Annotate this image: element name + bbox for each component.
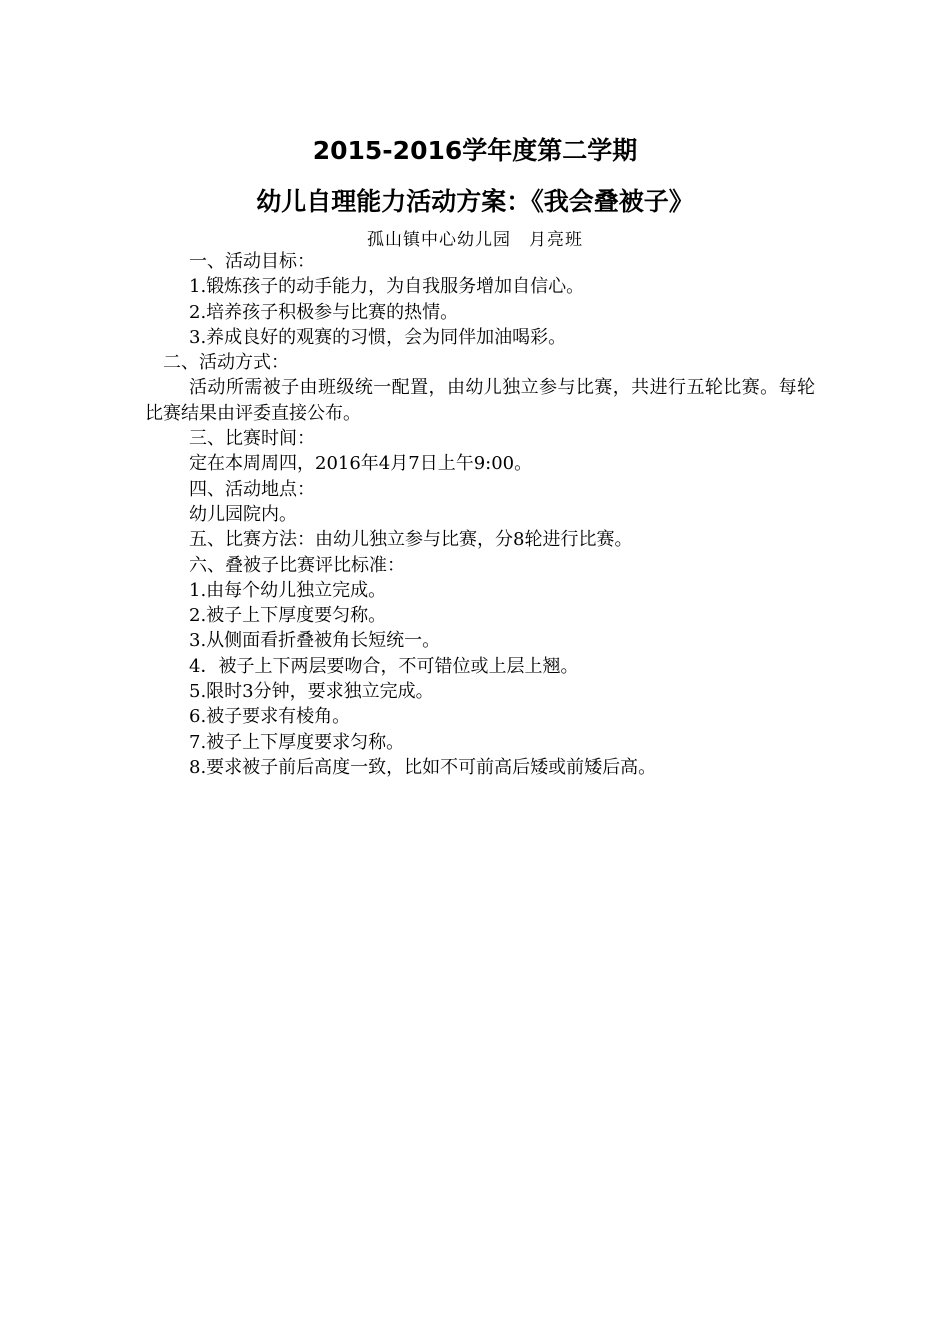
- section-heading-criteria: 六、叠被子比赛评比标准：: [189, 554, 405, 576]
- criteria-item-4: 4．被子上下两层要吻合，不可错位或上层上翘。: [189, 655, 579, 677]
- criteria-item-6: 6.被子要求有棱角。: [189, 706, 351, 728]
- goal-item-2: 2.培养孩子积极参与比赛的热情。: [189, 301, 459, 323]
- document-title-plan: 幼儿自理能力活动方案：《我会叠被子》: [256, 187, 694, 216]
- document-body: [145, 249, 815, 780]
- section-heading-time: 三、比赛时间：: [189, 428, 315, 450]
- goal-item-3: 3.养成良好的观赛的习惯，会为同伴加油喝彩。: [189, 326, 567, 348]
- section-heading-method: 二、活动方式：: [163, 352, 289, 374]
- section-heading-goals: 一、活动目标：: [189, 251, 315, 272]
- section-competition-method: 五、比赛方法：由幼儿独立参与比赛，分8轮进行比赛。: [189, 529, 633, 551]
- criteria-item-3: 3.从侧面看折叠被角长短统一。: [189, 630, 441, 652]
- criteria-item-7: 7.被子上下厚度要求匀称。: [189, 731, 405, 753]
- document-subtitle-school-class: 孤山镇中心幼儿园 月亮班: [367, 230, 583, 250]
- section-heading-location: 四、活动地点：: [189, 478, 315, 500]
- criteria-item-1: 1.由每个幼儿独立完成。: [189, 579, 387, 601]
- method-paragraph: 活动所需被子由班级统一配置，由幼儿独立参与比赛，共进行五轮比赛。每轮比赛结果由评委直接公布。: [145, 377, 815, 424]
- location-detail: 幼儿园院内。: [189, 503, 297, 525]
- time-detail: 定在本周周四，2016年4月7日上午9:00。: [189, 453, 533, 475]
- criteria-item-8: 8.要求被子前后高度一致，比如不可前高后矮或前矮后高。: [189, 756, 657, 778]
- goal-item-1: 1.锻炼孩子的动手能力，为自我服务增加自信心。: [189, 276, 585, 298]
- criteria-item-5: 5.限时3分钟，要求独立完成。: [189, 681, 434, 703]
- criteria-item-2: 2.被子上下厚度要匀称。: [189, 605, 387, 627]
- document-title-year: 2015-2016学年度第二学期: [312, 136, 638, 165]
